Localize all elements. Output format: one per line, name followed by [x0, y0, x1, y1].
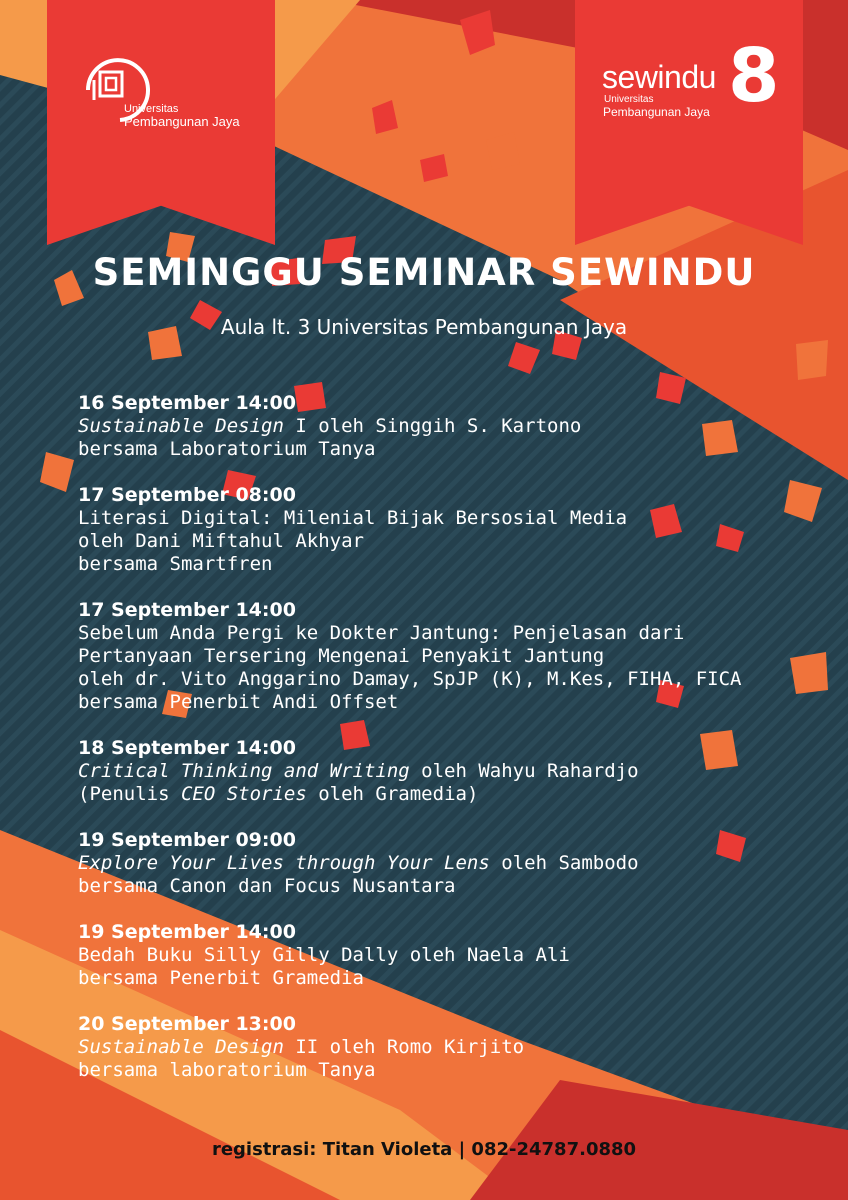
- sewindu-wordmark: sewindu: [602, 59, 716, 95]
- event-text: II oleh Romo Kirjito: [283, 1036, 525, 1058]
- event-title-italic: Explore Your Lives through Your Lens: [78, 852, 490, 874]
- event-datetime: 18 September 14:00: [78, 737, 296, 759]
- event-item: [78, 921, 818, 990]
- event-item: [78, 599, 818, 714]
- event-text: oleh Sambodo: [489, 852, 639, 874]
- event-detail-line: [78, 967, 818, 990]
- sewindu-number: 8: [728, 33, 780, 119]
- event-detail-line: [78, 944, 818, 967]
- event-text: oleh Gramedia): [306, 783, 479, 805]
- event-item: [78, 484, 818, 576]
- event-text: oleh Wahyu Rahardjo: [409, 760, 639, 782]
- event-text: I oleh Singgih S. Kartono: [283, 415, 582, 437]
- event-detail-line: [78, 622, 818, 645]
- event-text: bersama Smartfren: [78, 553, 273, 575]
- event-text: Literasi Digital: Milenial Bijak Bersosial Media: [78, 507, 628, 529]
- event-text: bersama Laboratorium Tanya: [78, 438, 376, 460]
- event-text: bersama laboratorium Tanya: [78, 1059, 376, 1081]
- event-item: [78, 829, 818, 898]
- event-detail-line: [78, 438, 818, 461]
- event-text: oleh dr. Vito Anggarino Damay, SpJP (K), M.Kes, FIHA, FICA: [78, 668, 742, 690]
- event-text: Pertanyaan Tersering Mengenai Penyakit Jantung: [78, 645, 605, 667]
- event-datetime: 17 September 08:00: [78, 484, 296, 506]
- event-text: oleh Dani Miftahul Akhyar: [78, 530, 364, 552]
- event-datetime: 17 September 14:00: [78, 599, 296, 621]
- event-detail-line: [78, 760, 818, 783]
- event-detail-line: [78, 507, 818, 530]
- logo-right-line2: Pembangunan Jaya: [603, 105, 710, 119]
- logo-left-line2: Pembangunan Jaya: [124, 114, 240, 129]
- confetti-shape: [796, 340, 828, 380]
- event-title-italic: Sustainable Design: [78, 415, 284, 437]
- event-text: Bedah Buku Silly Gilly Dally oleh Naela Ali: [78, 944, 570, 966]
- event-text: Sebelum Anda Pergi ke Dokter Jantung: Penjelasan dari: [78, 622, 685, 644]
- registration-contact: registrasi: Titan Violeta | 082-24787.0880: [211, 1139, 637, 1160]
- poster-title: SEMINGGU SEMINAR SEWINDU: [92, 251, 756, 294]
- event-text: bersama Canon dan Focus Nusantara: [78, 875, 456, 897]
- event-list: [78, 392, 818, 1105]
- event-detail-line: [78, 1059, 818, 1082]
- logo-right-line1: Universitas: [604, 94, 654, 105]
- event-detail-line: [78, 783, 818, 806]
- event-datetime: 19 September 14:00: [78, 921, 296, 943]
- venue-text: Aula lt. 3 Universitas Pembangunan Jaya: [220, 315, 628, 339]
- event-datetime: 20 September 13:00: [78, 1013, 296, 1035]
- logo-left-line1: Universitas: [124, 103, 179, 115]
- event-item: [78, 392, 818, 461]
- event-detail-line: [78, 875, 818, 898]
- event-text: (Penulis: [78, 783, 181, 805]
- event-text: bersama Penerbit Andi Offset: [78, 691, 399, 713]
- event-detail-line: [78, 852, 818, 875]
- event-title-italic: Critical Thinking and Writing: [78, 760, 410, 782]
- event-title-italic: Sustainable Design: [78, 1036, 284, 1058]
- event-detail-line: [78, 1036, 818, 1059]
- event-detail-line: [78, 645, 818, 668]
- event-datetime: 19 September 09:00: [78, 829, 296, 851]
- event-text: bersama Penerbit Gramedia: [78, 967, 364, 989]
- event-item: [78, 1013, 818, 1082]
- event-detail-line: [78, 415, 818, 438]
- event-item: [78, 737, 818, 806]
- event-detail-line: [78, 530, 818, 553]
- event-title-italic: CEO Stories: [180, 783, 307, 805]
- event-detail-line: [78, 553, 818, 576]
- event-datetime: 16 September 14:00: [78, 392, 296, 414]
- event-detail-line: [78, 668, 818, 691]
- event-detail-line: [78, 691, 818, 714]
